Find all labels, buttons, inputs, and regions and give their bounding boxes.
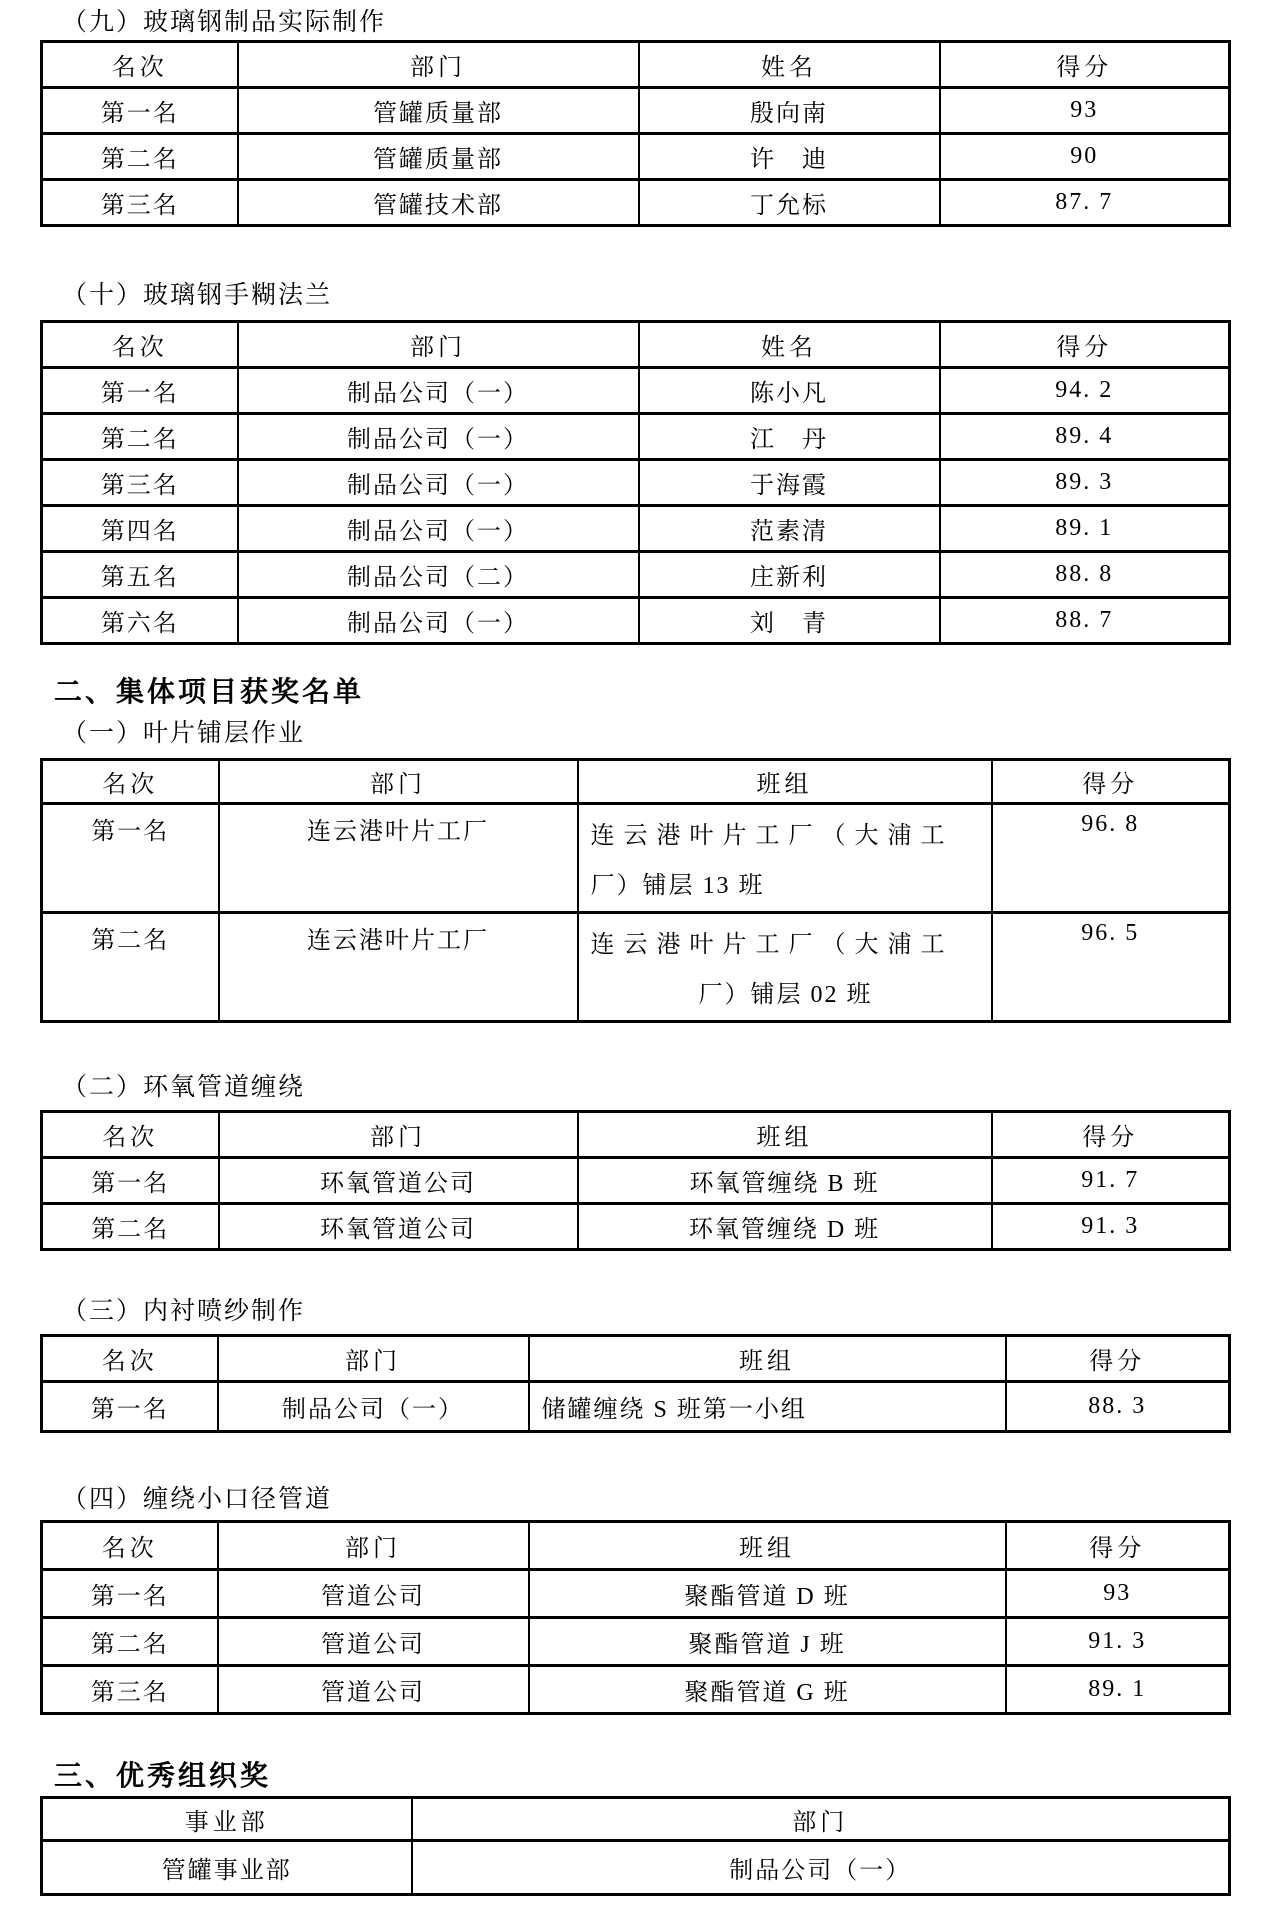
cell-name: 刘 青 xyxy=(639,598,940,644)
cell-score: 89. 3 xyxy=(940,460,1230,506)
cell-rank: 第三名 xyxy=(42,1666,218,1714)
table-row xyxy=(42,1382,1230,1432)
table-row xyxy=(42,460,1230,506)
cell-name: 于海霞 xyxy=(639,460,940,506)
cell-rank: 第二名 xyxy=(42,913,219,1022)
table-header-row xyxy=(42,1798,1230,1841)
header-score: 得分 xyxy=(992,1112,1230,1158)
table-row xyxy=(42,368,1230,414)
group-3-title: （三）内衬喷纱制作 xyxy=(62,1298,306,1325)
table-row xyxy=(42,414,1230,460)
cell-score: 89. 4 xyxy=(940,414,1230,460)
table-row xyxy=(42,1158,1230,1204)
cell-dept: 管罐质量部 xyxy=(238,88,639,134)
header-dept: 部门 xyxy=(218,1522,529,1570)
header-team: 班组 xyxy=(529,1336,1006,1382)
header-score: 得分 xyxy=(1006,1336,1230,1382)
header-rank: 名次 xyxy=(42,760,219,804)
table-row xyxy=(42,804,1230,913)
cell-name: 许 迪 xyxy=(639,134,940,180)
section-9-title: （九）玻璃钢制品实际制作 xyxy=(62,9,387,36)
group-4-title: （四）缠绕小口径管道 xyxy=(62,1486,333,1513)
cell-team xyxy=(578,804,992,913)
header-score: 得分 xyxy=(940,42,1230,88)
cell-team xyxy=(578,913,992,1022)
table-header-row xyxy=(42,1336,1230,1382)
table-header-row xyxy=(42,1112,1230,1158)
cell-name: 殷向南 xyxy=(639,88,940,134)
table-group-2 xyxy=(40,1110,1231,1251)
header-rank: 名次 xyxy=(42,322,238,368)
header-score: 得分 xyxy=(992,760,1230,804)
cell-dept: 环氧管道公司 xyxy=(219,1158,578,1204)
cell-score: 90 xyxy=(940,134,1230,180)
table-header-row xyxy=(42,760,1230,804)
cell-name: 范素清 xyxy=(639,506,940,552)
cell-team: 聚酯管道 G 班 xyxy=(529,1666,1006,1714)
cell-dept: 制品公司（二） xyxy=(238,552,639,598)
table-row xyxy=(42,134,1230,180)
cell-rank: 第一名 xyxy=(42,1382,218,1432)
cell-dept: 管罐质量部 xyxy=(238,134,639,180)
cell-dept: 连云港叶片工厂 xyxy=(219,913,578,1022)
cell-team: 环氧管缠绕 D 班 xyxy=(578,1204,992,1250)
table-group-4 xyxy=(40,1520,1231,1715)
table-row xyxy=(42,598,1230,644)
cell-rank: 第二名 xyxy=(42,414,238,460)
header-rank: 名次 xyxy=(42,1522,218,1570)
org-award-heading: 三、优秀组织奖 xyxy=(54,1760,272,1791)
cell-score: 93 xyxy=(1006,1570,1230,1618)
table-row xyxy=(42,1841,1230,1895)
cell-rank: 第一名 xyxy=(42,1570,218,1618)
header-rank: 名次 xyxy=(42,1112,219,1158)
cell-rank: 第三名 xyxy=(42,180,238,226)
table-row xyxy=(42,506,1230,552)
header-score: 得分 xyxy=(940,322,1230,368)
cell-rank: 第一名 xyxy=(42,88,238,134)
team-line-2: 厂）铺层 02 班 xyxy=(698,982,873,1008)
table-row xyxy=(42,1204,1230,1250)
cell-rank: 第六名 xyxy=(42,598,238,644)
cell-dept: 制品公司（一） xyxy=(238,460,639,506)
team-line-1: 连云港叶片工厂（大浦工 xyxy=(590,932,954,958)
cell-dept: 制品公司（一） xyxy=(238,598,639,644)
header-division: 事业部 xyxy=(42,1798,412,1841)
table-section-10 xyxy=(40,320,1231,645)
header-team: 班组 xyxy=(529,1522,1006,1570)
header-dept: 部门 xyxy=(238,322,639,368)
cell-rank: 第五名 xyxy=(42,552,238,598)
cell-division: 管罐事业部 xyxy=(42,1841,412,1895)
table-header-row xyxy=(42,1522,1230,1570)
cell-name: 陈小凡 xyxy=(639,368,940,414)
cell-dept: 制品公司（一） xyxy=(238,368,639,414)
cell-score: 91. 3 xyxy=(1006,1618,1230,1666)
table-row xyxy=(42,1666,1230,1714)
table-row xyxy=(42,1618,1230,1666)
cell-score: 88. 3 xyxy=(1006,1382,1230,1432)
cell-score: 89. 1 xyxy=(940,506,1230,552)
cell-score: 94. 2 xyxy=(940,368,1230,414)
header-rank: 名次 xyxy=(42,1336,218,1382)
cell-dept: 管罐技术部 xyxy=(238,180,639,226)
table-group-3 xyxy=(40,1334,1231,1433)
cell-team: 储罐缠绕 S 班第一小组 xyxy=(529,1382,1006,1432)
group-1-title: （一）叶片铺层作业 xyxy=(62,720,306,747)
cell-name: 庄新利 xyxy=(639,552,940,598)
cell-rank: 第一名 xyxy=(42,804,219,913)
cell-score: 93 xyxy=(940,88,1230,134)
cell-team: 聚酯管道 J 班 xyxy=(529,1618,1006,1666)
table-row xyxy=(42,913,1230,1022)
cell-score: 96. 8 xyxy=(992,804,1230,913)
header-rank: 名次 xyxy=(42,42,238,88)
cell-dept: 管道公司 xyxy=(218,1666,529,1714)
table-row xyxy=(42,552,1230,598)
cell-dept: 制品公司（一） xyxy=(218,1382,529,1432)
header-team: 班组 xyxy=(578,760,992,804)
cell-team: 环氧管缠绕 B 班 xyxy=(578,1158,992,1204)
cell-dept: 管道公司 xyxy=(218,1618,529,1666)
cell-rank: 第三名 xyxy=(42,460,238,506)
cell-rank: 第二名 xyxy=(42,1618,218,1666)
team-line-1: 连云港叶片工厂（大浦工 xyxy=(590,823,954,849)
header-dept: 部门 xyxy=(238,42,639,88)
cell-dept: 环氧管道公司 xyxy=(219,1204,578,1250)
group-awards-heading: 二、集体项目获奖名单 xyxy=(54,676,365,707)
table-section-9 xyxy=(40,40,1231,227)
header-name: 姓名 xyxy=(639,322,940,368)
cell-rank: 第四名 xyxy=(42,506,238,552)
cell-name: 江 丹 xyxy=(639,414,940,460)
cell-dept: 管道公司 xyxy=(218,1570,529,1618)
header-dept: 部门 xyxy=(219,760,578,804)
cell-dept: 制品公司（一） xyxy=(412,1841,1230,1895)
table-row xyxy=(42,88,1230,134)
group-2-title: （二）环氧管道缠绕 xyxy=(62,1074,306,1101)
cell-rank: 第一名 xyxy=(42,368,238,414)
table-header-row xyxy=(42,322,1230,368)
cell-rank: 第一名 xyxy=(42,1158,219,1204)
cell-score: 88. 8 xyxy=(940,552,1230,598)
table-group-1 xyxy=(40,758,1231,1023)
header-score: 得分 xyxy=(1006,1522,1230,1570)
cell-score: 91. 3 xyxy=(992,1204,1230,1250)
header-name: 姓名 xyxy=(639,42,940,88)
table-org-award xyxy=(40,1796,1231,1896)
cell-rank: 第二名 xyxy=(42,134,238,180)
header-team: 班组 xyxy=(578,1112,992,1158)
cell-score: 96. 5 xyxy=(992,913,1230,1022)
table-header-row xyxy=(42,42,1230,88)
header-dept: 部门 xyxy=(219,1112,578,1158)
cell-dept: 连云港叶片工厂 xyxy=(219,804,578,913)
cell-rank: 第二名 xyxy=(42,1204,219,1250)
cell-score: 88. 7 xyxy=(940,598,1230,644)
cell-dept: 制品公司（一） xyxy=(238,506,639,552)
team-line-2: 厂）铺层 13 班 xyxy=(590,873,765,899)
cell-score: 91. 7 xyxy=(992,1158,1230,1204)
table-row xyxy=(42,180,1230,226)
cell-team: 聚酯管道 D 班 xyxy=(529,1570,1006,1618)
header-dept: 部门 xyxy=(412,1798,1230,1841)
cell-score: 87. 7 xyxy=(940,180,1230,226)
cell-score: 89. 1 xyxy=(1006,1666,1230,1714)
header-dept: 部门 xyxy=(218,1336,529,1382)
section-10-title: （十）玻璃钢手糊法兰 xyxy=(62,282,333,309)
table-row xyxy=(42,1570,1230,1618)
cell-dept: 制品公司（一） xyxy=(238,414,639,460)
cell-name: 丁允标 xyxy=(639,180,940,226)
